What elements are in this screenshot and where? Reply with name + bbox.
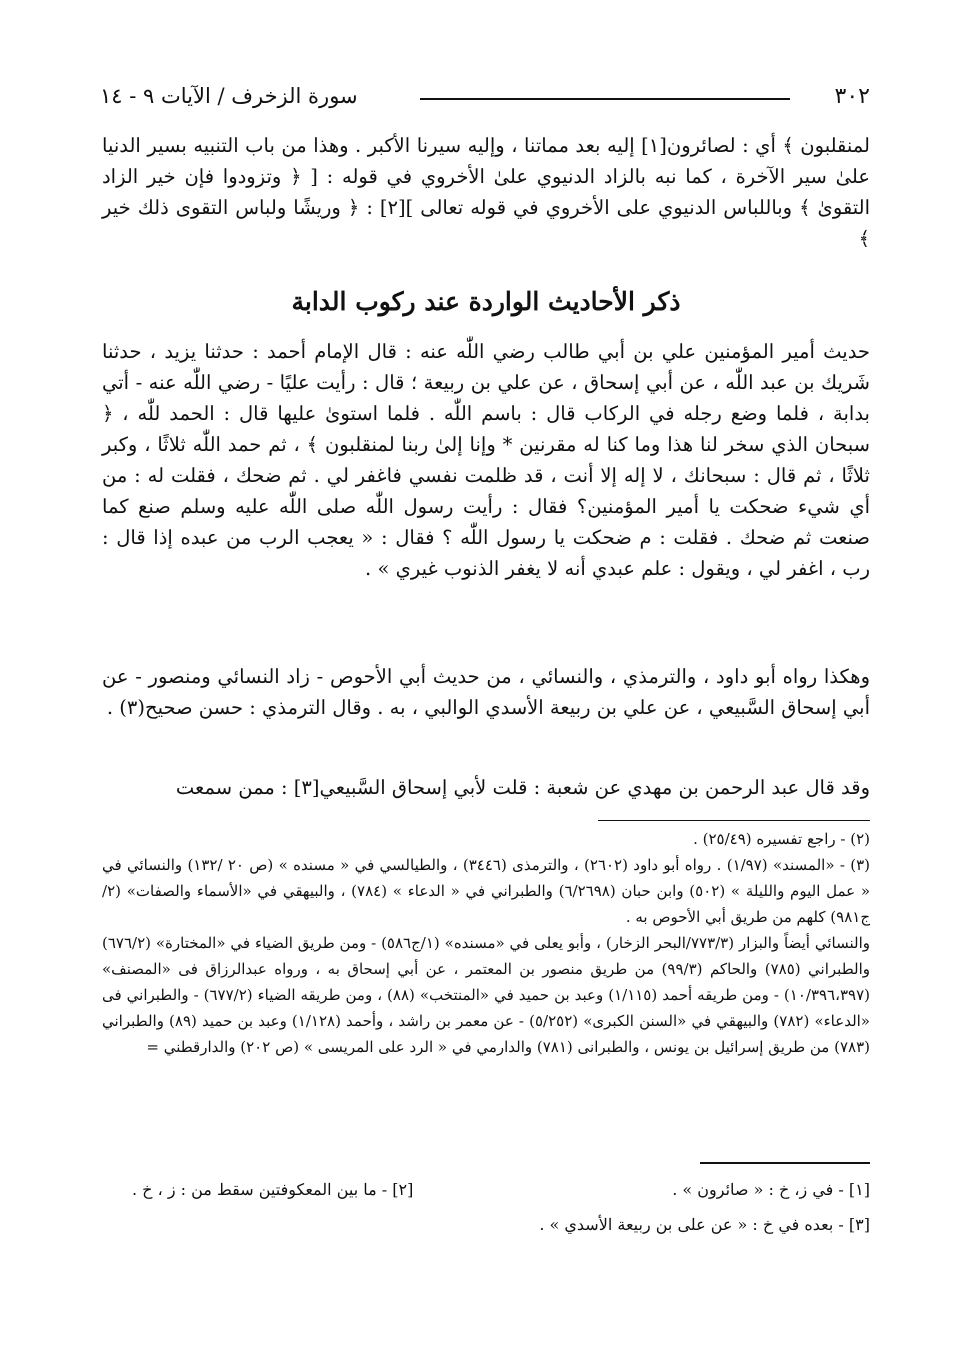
header-rule <box>420 98 790 100</box>
hadith-paragraph: حديث أمير المؤمنين علي بن أبي طالب رضي اللّٰه عنه : قال الإمام أحمد : حدثنا يزيد ، حدثنا شَريك بن عبد اللّٰه ، عن أبي إسحاق ، عن علي بن ربيعة ؛ قال : رأيت عليًا - رضي اللّٰه عنه - أتي بدابة ، فلما وضع رجله في الركاب قال : باسم اللّٰه . فلما استوىٰ عليها قال : الحمد للّٰه ، ﴿ سبحان الذي سخر لنا هذا وما كنا له مقرنين * وإنا إلىٰ ربنا لمنقلبون ﴾ ، ثم حمد اللّٰه ثلاثًا ، وكبر ثلاثًا ، ثم قال : سبحانك ، لا إله إلا أنت ، قد ظلمت نفسي فاغفر لي . ثم ضحك ، فقلت له : من أي شيء ضحكت يا أمير المؤمنين؟ فقال : رأيت رسول اللّٰه صلى اللّٰه عليه وسلم صنع كما صنعت ثم ضحك . فقلت : م ضحكت يا رسول اللّٰه ؟ فقال : « يعجب الرب من عبده إذا قال : رب ، اغفر لي ، ويقول : علم عبدي أنه لا يغفر الذنوب غيري » . <box>102 340 870 580</box>
footnote-2: (٢) - راجع تفسيره (٢٥/٤٩) . <box>693 830 870 848</box>
variant-note-1: [١] - في ز، خ : « صائرون » . <box>672 1180 870 1199</box>
footnote-3-continued: والنسائي أيضاً والبزار (٧٧٣/٣/البحر الزخار) ، وأبو يعلى في «مسنده» (١/ج٥٨٦) - ومن طريق الضياء في «المختارة» (٦٧٦/٢) والطبراني (٧٨٥) والحاكم (٩٩/٣) من طريق منصور بن المعتمر ، عن أبي إسحاق به ، ورواه عبدالرزاق فى «المصنف» (١٠/٣٩٦،٣٩٧) - ومن طريقه أحمد (١/١١٥) وعبد بن حميد في «المنتخب» (٨٨) ، ومن طريقه الضياء (٦٧٧/٢) - والطبراني فى «الدعاء» (٧٨٢) والبيهقي في «السنن الكبرى» (٥/٢٥٢) - عن معمر بن راشد ، وأحمد (١/١٢٨) وعبد بن حميد (٨٩) والطبراني (٧٨٣) من طريق إسرائيل بن يونس ، والطبرانى (٧٨١) والدارمي في « الرد على المريسى » (ص ٢٠٢) والدارقطني = <box>102 934 870 1056</box>
narration-paragraph: وهكذا رواه أبو داود ، والترمذي ، والنسائي ، من حديث أبي الأحوص - زاد النسائي ومنصور - عن أبي إسحاق السَّبيعي ، عن علي بن ربيعة الأسدي الوالبي ، به . وقال الترمذي : حسن صحيح(٣) . <box>102 665 870 719</box>
running-title: سورة الزخرف / الآيات ٩ - ١٤ <box>100 84 358 108</box>
variant-note-3: [٣] - بعده في خ : « عن على بن ربيعة الأسدي » . <box>539 1215 870 1234</box>
page-header <box>100 84 870 116</box>
continuation-paragraph: وقد قال عبد الرحمن بن مهدي عن شعبة : قلت لأبي إسحاق السَّبيعي[٣] : ممن سمعت <box>175 776 870 799</box>
variant-note-2: [٢] - ما بين المعكوفتين سقط من : ز ، خ . <box>132 1180 414 1199</box>
page-number: ٣٠٢ <box>834 84 870 109</box>
footnotes <box>102 826 870 1060</box>
intro-paragraph: لمنقلبون ﴾ أي : لصائرون[١] إليه بعد مماتنا ، وإليه سيرنا الأكبر . وهذا من باب التنبيه بسير الدنيا علىٰ سير الآخرة ، كما نبه بالزاد الدنيوي علىٰ الأخروي في قوله : [ ﴿ وتزودوا فإن خير الزاد التقوىٰ ﴾ وباللباس الدنيوي على الأخروي في قوله تعالى ][٢] : ﴿ وريشًا ولباس التقوى ذلك خير ﴾ <box>102 134 871 250</box>
variants-separator <box>700 1162 870 1164</box>
footnote-separator <box>598 820 870 821</box>
section-heading: ذكر الأحاديث الواردة عند ركوب الدابة <box>291 287 681 316</box>
footnote-3: (٣) - «المسند» (١/٩٧) . رواه أبو داود (٢٦٠٢) ، والترمذى (٣٤٤٦) ، والطيالسي في « مسنده » (ص ٢٠ /١٣٢) والنسائي في « عمل اليوم والليلة » (٥٠٢) وابن حبان (٦/٢٦٩٨) والطبراني في « الدعاء » (٧٨٤) ، والبيهقي في «الأسماء والصفات» (٢/ج٩٨١) كلهم من طريق أبي الأحوص به . <box>102 856 870 926</box>
